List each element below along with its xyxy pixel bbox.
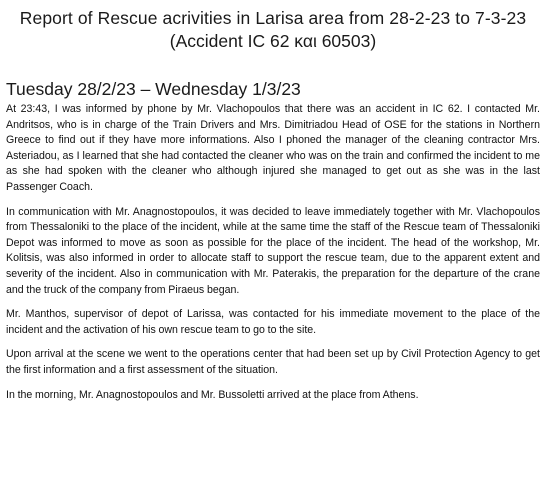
report-subtitle: (Accident IC 62 και 60503) (169, 31, 377, 51)
report-title: Report of Rescue acrivities in Larisa area from 28-2-23 to 7-3-23 (19, 8, 527, 28)
paragraph-5: In the morning, Mr. Anagnostopoulos and Mr. Bussoletti arrived at the place from Athens. (6, 388, 419, 401)
paragraph-4: Upon arrival at the scene we went to the operations center that had been set up by Civil Protection Agency to get the first information and a first assessment of the situation. (6, 348, 540, 376)
paragraph-2: In communication with Mr. Anagnostopoulos, it was decided to leave immediately together with Mr. Vlachopoulos from Thessaloniki to the place of the incident, while at the same time the staff of the Rescue team of Thessaloniki Depot was informed to move as soon as possible for the place of the incident. The head of the workshop, Mr. Kolitsis, was also informed in order to allocate staff to support the rescue team, due to the apparent extent and severity of the incident. Also in communication with Mr. Paterakis, the preparation for the departure of the crane and the truck of the company from Piraeus began. (6, 205, 540, 296)
paragraph-1: At 23:43, I was informed by phone by Mr. Vlachopoulos that there was an accident in IC 62. I contacted Mr. Andritsos, who is in charge of the Train Drivers and Mrs. Dimitriadou Head of OSE for the stations in Northern Greece to find out if they have more informations. Also I phoned the manager of the cleaning contractor Mrs. Asteriadou, as I learned that she had contacted the cleaner who was on the train and confirmed the incident to me as she had spoken with the cleaner who although injured she managed to get out as she was in the last Passenger Coach. (6, 103, 540, 193)
section-heading: Tuesday 28/2/23 – Wednesday 1/3/23 (6, 79, 301, 99)
paragraph-3: Mr. Manthos, supervisor of depot of Larissa, was contacted for his immediate movement to the place of the incident and the activation of his own rescue team to go to the site. (6, 308, 540, 336)
